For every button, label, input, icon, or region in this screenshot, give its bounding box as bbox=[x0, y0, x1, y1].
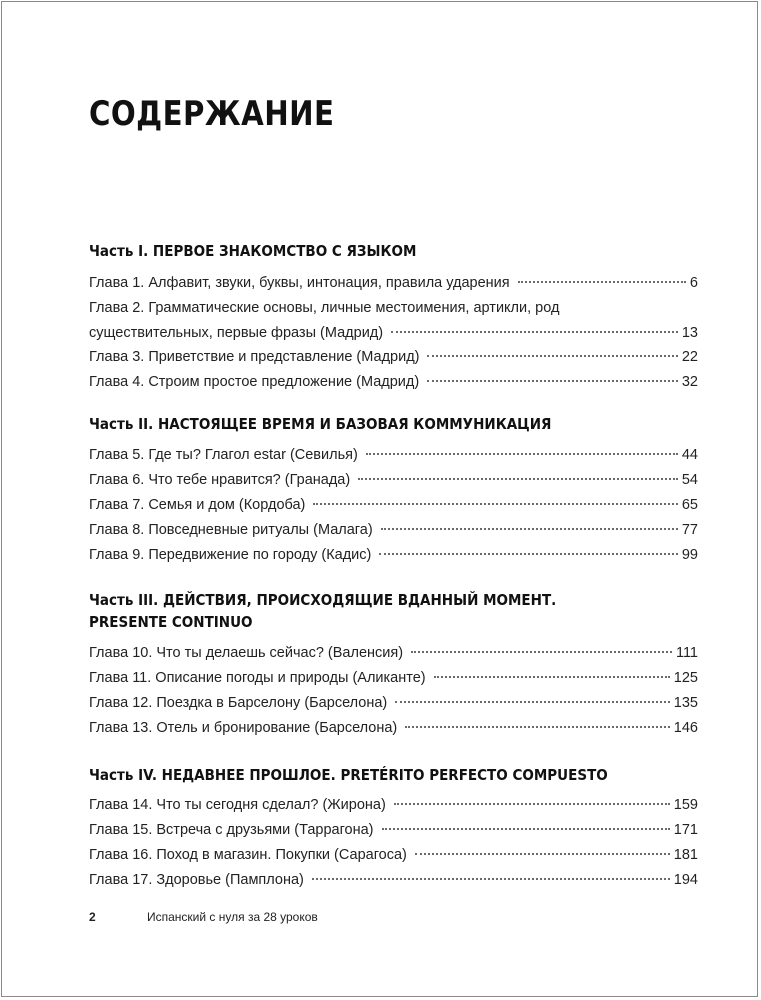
page-number: 171 bbox=[673, 822, 698, 838]
chapter-title: Глава 16. Поход в магазин. Покупки (Сарагоса) bbox=[89, 847, 407, 863]
toc-entry[interactable] bbox=[89, 818, 698, 843]
chapter-title: Глава 11. Описание погоды и природы (Аликанте) bbox=[89, 670, 426, 686]
chapter-title: Глава 10. Что ты делаешь сейчас? (Валенсия) bbox=[89, 645, 404, 661]
page-number: 44 bbox=[681, 447, 698, 463]
part-heading-2: Часть II. НАСТОЯЩЕЕ ВРЕМЯ И БАЗОВАЯ КОММУНИКАЦИЯ bbox=[89, 415, 552, 433]
dot-leader bbox=[366, 453, 678, 455]
footer-page-number: 2 bbox=[89, 910, 96, 924]
part-heading-4: Часть IV. НЕДАВНЕЕ ПРОШЛОЕ. PRETÉRITO PERFECTO COMPUESTO bbox=[89, 766, 608, 784]
chapter-title: Глава 6. Что тебе нравится? (Гранада) bbox=[89, 472, 351, 488]
page-number: 22 bbox=[681, 349, 698, 365]
dot-leader bbox=[427, 355, 677, 357]
chapter-title: Глава 5. Где ты? Глагол estar (Севилья) bbox=[89, 447, 358, 463]
dot-leader bbox=[434, 676, 670, 678]
part-heading-3-subtitle: PRESENTE CONTINUO bbox=[89, 613, 253, 631]
toc-entry[interactable] bbox=[89, 793, 698, 818]
chapter-title-line1: Глава 2. Грамматические основы, личные местоимения, артикли, род bbox=[89, 300, 560, 316]
chapter-title: Глава 17. Здоровье (Памплона) bbox=[89, 872, 304, 888]
page-title: СОДЕРЖАНИЕ bbox=[89, 94, 335, 134]
toc-entry[interactable] bbox=[89, 345, 698, 370]
part-heading-3: Часть III. ДЕЙСТВИЯ, ПРОИСХОДЯЩИЕ ВДАННЫЙ МОМЕНТ. bbox=[89, 591, 557, 609]
page-number: 54 bbox=[681, 472, 698, 488]
page-number: 194 bbox=[673, 872, 698, 888]
page-number: 146 bbox=[673, 720, 698, 736]
toc-entry[interactable] bbox=[89, 716, 698, 741]
dot-leader bbox=[391, 331, 678, 333]
page-number: 32 bbox=[681, 374, 698, 390]
part-heading-1: Часть I. ПЕРВОЕ ЗНАКОМСТВО С ЯЗЫКОМ bbox=[89, 242, 417, 260]
dot-leader bbox=[381, 528, 678, 530]
toc-entry[interactable] bbox=[89, 868, 698, 893]
dot-leader bbox=[405, 726, 670, 728]
dot-leader bbox=[415, 853, 670, 855]
chapter-title: Глава 4. Строим простое предложение (Мадрид) bbox=[89, 374, 420, 390]
dot-leader bbox=[382, 828, 670, 830]
dot-leader bbox=[427, 380, 678, 382]
toc-entry[interactable] bbox=[89, 843, 698, 868]
page-number: 135 bbox=[673, 695, 698, 711]
chapter-title: существительных, первые фразы (Мадрид) bbox=[89, 325, 384, 341]
page-number: 13 bbox=[681, 325, 698, 341]
toc-entry[interactable] bbox=[89, 641, 698, 666]
dot-leader bbox=[358, 478, 678, 480]
toc-entry[interactable] bbox=[89, 543, 698, 568]
dot-leader bbox=[379, 553, 678, 555]
book-page bbox=[1, 1, 758, 997]
toc-entry[interactable] bbox=[89, 493, 698, 518]
page-number: 6 bbox=[689, 275, 698, 291]
page-number: 125 bbox=[673, 670, 698, 686]
page-number: 111 bbox=[675, 645, 698, 661]
toc-entry[interactable] bbox=[89, 666, 698, 691]
page-number: 159 bbox=[673, 797, 698, 813]
chapter-title: Глава 12. Поездка в Барселону (Барселона) bbox=[89, 695, 388, 711]
dot-leader bbox=[394, 803, 670, 805]
toc-entry[interactable] bbox=[89, 468, 698, 493]
toc-entry[interactable] bbox=[89, 691, 698, 716]
page-number: 65 bbox=[681, 497, 698, 513]
page-number: 77 bbox=[681, 522, 698, 538]
chapter-title: Глава 15. Встреча с друзьями (Таррагона) bbox=[89, 822, 374, 838]
toc-entry[interactable] bbox=[89, 518, 698, 543]
chapter-title: Глава 14. Что ты сегодня сделал? (Жирона) bbox=[89, 797, 386, 813]
chapter-title: Глава 1. Алфавит, звуки, буквы, интонация, правила ударения bbox=[89, 275, 510, 291]
toc-entry[interactable] bbox=[89, 271, 698, 296]
page-number: 181 bbox=[673, 847, 698, 863]
dot-leader bbox=[395, 701, 670, 703]
toc-entry[interactable] bbox=[89, 296, 698, 346]
dot-leader bbox=[313, 503, 677, 505]
chapter-title: Глава 3. Приветствие и представление (Мадрид) bbox=[89, 349, 420, 365]
dot-leader bbox=[411, 651, 672, 653]
toc-entry[interactable] bbox=[89, 370, 698, 395]
toc-entry[interactable] bbox=[89, 443, 698, 468]
footer-book-title: Испанский с нуля за 28 уроков bbox=[147, 910, 318, 924]
page-number: 99 bbox=[681, 547, 698, 563]
chapter-title: Глава 13. Отель и бронирование (Барселона) bbox=[89, 720, 398, 736]
chapter-title: Глава 7. Семья и дом (Кордоба) bbox=[89, 497, 306, 513]
chapter-title: Глава 8. Повседневные ритуалы (Малага) bbox=[89, 522, 373, 538]
dot-leader bbox=[312, 878, 670, 880]
dot-leader bbox=[518, 281, 686, 283]
chapter-title: Глава 9. Передвижение по городу (Кадис) bbox=[89, 547, 372, 563]
